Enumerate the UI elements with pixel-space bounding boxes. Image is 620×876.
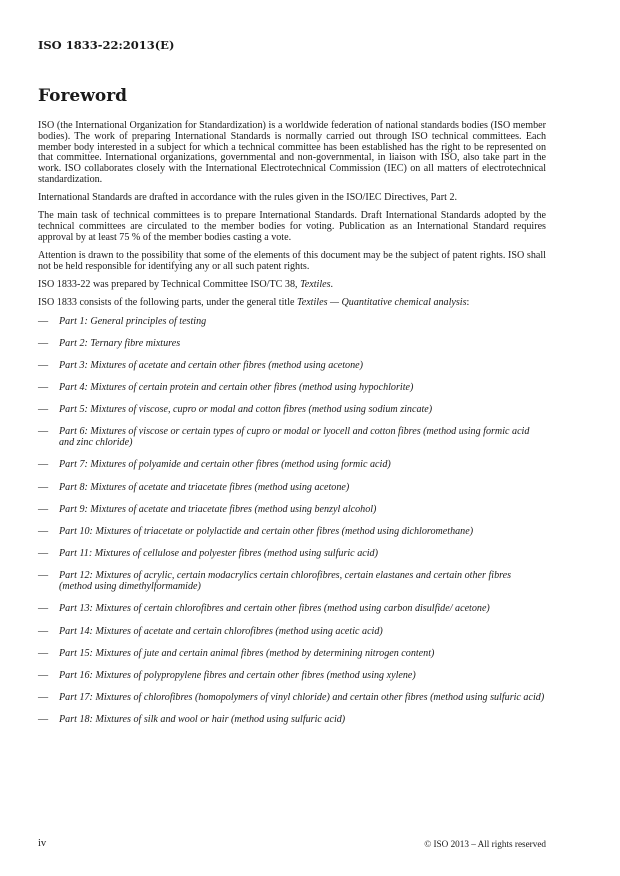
part-title: Part 16: Mixtures of polypropylene fibres and certain other fibres (method using xylene) <box>59 669 416 681</box>
list-item <box>38 649 546 660</box>
list-dash: — <box>38 315 49 327</box>
copyright-notice: © ISO 2013 – All rights reserved <box>424 839 546 849</box>
list-item <box>38 339 546 350</box>
list-dash: — <box>38 525 49 537</box>
part-title: Part 18: Mixtures of silk and wool or hair (method using sulfuric acid) <box>59 714 346 726</box>
list-dash: — <box>38 426 49 438</box>
list-dash: — <box>38 570 49 582</box>
list-item <box>38 405 546 416</box>
part-title: Part 14: Mixtures of acetate and certain chlorofibres (method using acetic acid) <box>59 625 383 637</box>
list-dash: — <box>38 692 49 704</box>
part-title: Part 1: General principles of testing <box>59 315 207 327</box>
part-title: Part 12: Mixtures of acrylic, certain modacrylics certain chlorofibres, certain elastanes and certain other fibres (method using dimethylformamide) <box>59 570 512 593</box>
paragraph-patent-rights: Attention is drawn to the possibility that some of the elements of this document may be the subject of patent rights. ISO shall not be held responsible for identifying any or all such patent rights. <box>38 250 546 272</box>
list-dash: — <box>38 481 49 493</box>
list-item <box>38 627 546 638</box>
part-title: Part 5: Mixtures of viscose, cupro or modal and cotton fibres (method using sodium zincate) <box>59 404 433 416</box>
list-item <box>38 549 546 560</box>
prepared-by-suffix: . <box>330 279 334 291</box>
part-title: Part 3: Mixtures of acetate and certain other fibres (method using acetone) <box>59 359 363 371</box>
parts-intro-general-title: Textiles — Quantitative chemical analysis <box>297 297 467 309</box>
list-dash: — <box>38 359 49 371</box>
part-title: Part 6: Mixtures of viscose or certain types of cupro or modal or lyocell and cotton fibres (method using formic acid and zinc chloride) <box>59 426 530 449</box>
list-item <box>38 505 546 516</box>
document-identifier: ISO 1833-22:2013(E) <box>38 38 175 52</box>
list-dash: — <box>38 548 49 560</box>
paragraph-parts-intro <box>38 298 546 309</box>
list-dash: — <box>38 382 49 394</box>
part-title: Part 10: Mixtures of triacetate or polylactide and certain other fibres (method using dichloromethane) <box>59 525 474 537</box>
list-item <box>38 604 546 615</box>
list-item <box>38 527 546 538</box>
list-item <box>38 361 546 372</box>
list-dash: — <box>38 625 49 637</box>
list-dash: — <box>38 669 49 681</box>
page-number: iv <box>38 838 47 849</box>
list-dash: — <box>38 603 49 615</box>
list-item <box>38 571 546 593</box>
part-title: Part 2: Ternary fibre mixtures <box>59 337 181 349</box>
list-item <box>38 460 546 471</box>
parts-intro-suffix: : <box>466 297 470 309</box>
parts-list <box>38 317 546 727</box>
list-item <box>38 671 546 682</box>
list-dash: — <box>38 459 49 471</box>
list-item <box>38 693 546 704</box>
list-dash: — <box>38 337 49 349</box>
part-title: Part 11: Mixtures of cellulose and polyester fibres (method using sulfuric acid) <box>59 548 378 560</box>
paragraph-technical-committees: The main task of technical committees is to prepare International Standards. Draft International Standards adopted by the technical committees are circulated to the member bodies for voting. Publication as an International Standard requires approval by at least 75 % of the member bodies casting a vote. <box>38 210 546 243</box>
list-item <box>38 427 546 449</box>
foreword-body <box>38 121 546 737</box>
list-item <box>38 483 546 494</box>
part-title: Part 8: Mixtures of acetate and triacetate fibres (method using acetone) <box>59 481 350 493</box>
paragraph-iso-description: ISO (the International Organization for Standardization) is a worldwide federation of national standards bodies (ISO member bodies). The work of preparing International Standards is normally carried out through ISO technical committees. Each member body interested in a subject for which a technical committee has been established has the right to be represented on that committee. International organizations, governmental and non-governmental, in liaison with ISO, also take part in the work. ISO collaborates closely with the International Electrotechnical Commission (IEC) on all matters of electrotechnical standardization. <box>38 120 546 185</box>
list-item <box>38 715 546 726</box>
list-dash: — <box>38 503 49 515</box>
part-title: Part 7: Mixtures of polyamide and certain other fibres (method using formic acid) <box>59 459 391 471</box>
parts-intro-text: ISO 1833 consists of the following parts, under the general title <box>38 297 298 309</box>
list-dash: — <box>38 714 49 726</box>
part-title: Part 17: Mixtures of chlorofibres (homopolymers of vinyl chloride) and certain other fibres (method using sulfuric acid) <box>59 692 545 704</box>
prepared-by-text: ISO 1833-22 was prepared by Technical Committee ISO/TC 38, <box>38 279 301 291</box>
part-title: Part 13: Mixtures of certain chlorofibres and certain other fibres (method using carbon disulfide/ acetone) <box>59 603 490 615</box>
part-title: Part 4: Mixtures of certain protein and certain other fibres (method using hypochlorite) <box>59 382 414 394</box>
part-title: Part 9: Mixtures of acetate and triacetate fibres (method using benzyl alcohol) <box>59 503 377 515</box>
prepared-by-committee-title: Textiles <box>300 279 331 291</box>
list-dash: — <box>38 647 49 659</box>
paragraph-prepared-by <box>38 280 546 291</box>
part-title: Part 15: Mixtures of jute and certain animal fibres (method by determining nitrogen content) <box>59 647 435 659</box>
list-dash: — <box>38 404 49 416</box>
page-title: Foreword <box>38 86 128 106</box>
paragraph-directives: International Standards are drafted in accordance with the rules given in the ISO/IEC Directives, Part 2. <box>38 192 458 204</box>
list-item <box>38 317 546 328</box>
list-item <box>38 383 546 394</box>
